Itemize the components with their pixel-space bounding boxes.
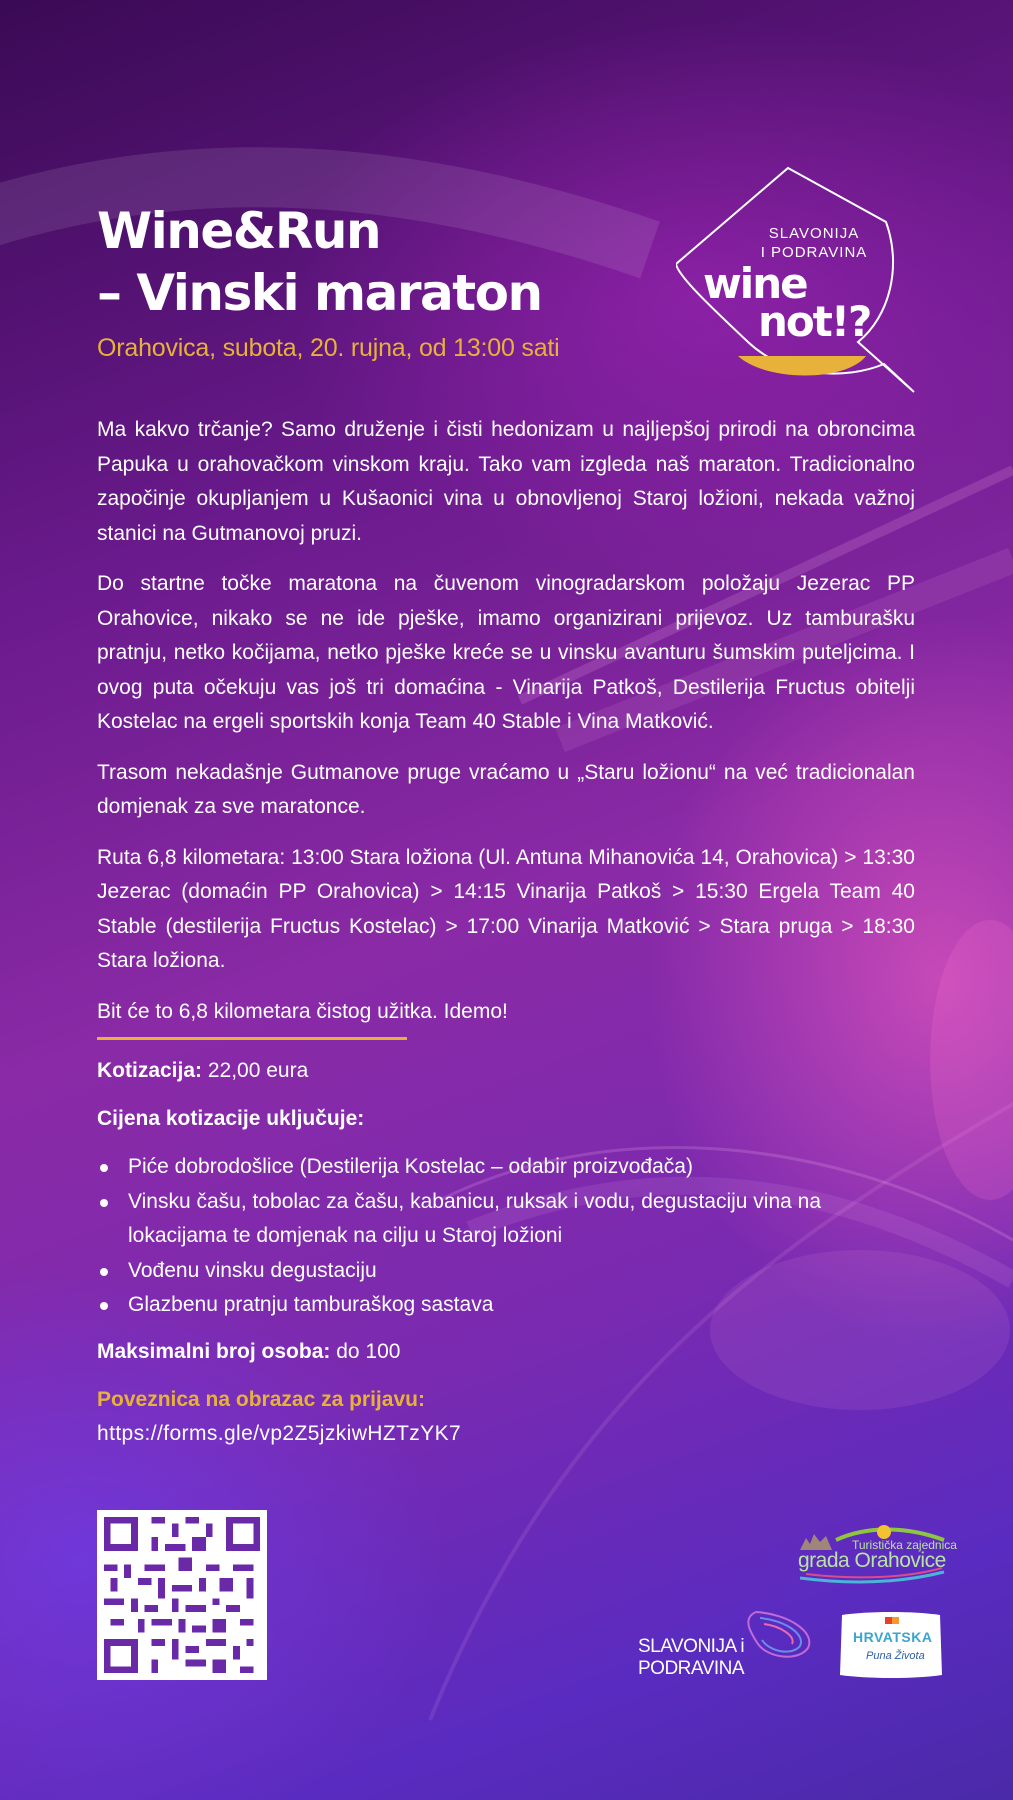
paragraph-intro: Ma kakvo trčanje? Samo druženje i čisti hedonizam u najljepšoj prirodi na obroncima Papuka u orahovačkom vinskom kraju. Tako vam izgleda naš maraton. Tradicionalno započinje okupljanjem u Kušaonici vina u obnovljenoj Staroj ložioni, nekada važnoj stanici na Gutmanovoj pruzi.: [97, 418, 915, 545]
sp-logo-line-2: PODRAVINA: [638, 1658, 745, 1679]
registration-link[interactable]: https://forms.gle/vp2Z5jzkiwHZTzYK7: [97, 1421, 462, 1445]
list-item: Glazbenu pratnju tamburaškog sastava: [97, 1288, 915, 1323]
list-item: Piće dobrodošlice (Destilerija Kostelac – odabir proizvođača): [97, 1150, 915, 1185]
badge-not-text: not!?: [758, 297, 871, 346]
paragraph-closing: Bit će to 6,8 kilometara čistog užitka. Idemo!: [97, 999, 508, 1023]
capacity-line: [97, 1335, 915, 1369]
paragraph-route: Ruta 6,8 kilometara: 13:00 Stara ložiona (Ul. Antuna Mihanovića 14, Orahovica) > 13:30 Jezerac (domaćin PP Orahovica) > 14:15 Vinarija Patkoš > 15:30 Ergela Team 40 Stable (destilerija Fructus Kostelac) > 17:00 Vinarija Matković > Stara pruga > 18:30 Stara ložiona.: [97, 845, 915, 972]
slavonija-podravina-logo-text: [638, 1636, 744, 1680]
main-content: [97, 200, 915, 1451]
registration-label: Poveznica na obrazac za prijavu:: [97, 1387, 425, 1411]
list-item: Vinsku čašu, tobolac za čašu, kabanicu, ruksak i vodu, degustaciju vina na lokacijama te domjenak na cilju u Staroj ložioni: [97, 1185, 915, 1254]
badge-region-text: SLAVONIJA I PODRAVINA: [760, 225, 868, 261]
tourist-board-label: Turistička zajednica: [852, 1538, 957, 1552]
croatia-logo-card: [838, 1609, 944, 1681]
includes-list: [97, 1150, 915, 1323]
sp-logo-line-1: SLAVONIJA i: [638, 1636, 745, 1657]
capacity-value: do 100: [330, 1339, 401, 1363]
croatia-logo-name: HRVATSKA: [853, 1629, 933, 1645]
event-subtitle: Orahovica, subota, 20. rujna, od 13:00 sati: [97, 334, 560, 362]
fee-value: 22,00 eura: [202, 1059, 309, 1082]
fee-line: [97, 1054, 915, 1088]
tourist-board-town: grada Orahovice: [798, 1549, 946, 1572]
badge-wine-text: wine: [703, 259, 807, 308]
paragraph-start-point: Do startne točke maratona na čuvenom vinogradarskom položaju Jezerac PP Orahovice, nikako se ne ide pješke, imamo organizirani prijevoz. Uz tamburašku pratnju, netko kočijama, netko pješke kreće se u vinsku avanturu šumskim puteljcima. I ovog puta očekuju vas još tri domaćina - Vinarija Patkoš, Destilerija Fructus obitelji Kostelac na ergeli sportskih konja Team 40 Stable i Vina Matković.: [97, 572, 915, 733]
list-item: Vođenu vinsku degustaciju: [97, 1254, 915, 1289]
paragraph-return: Trasom nekadašnje Gutmanove pruge vraćamo u „Staru ložionu“ na već tradicionalan domjenak za sve maratonce.: [97, 760, 915, 818]
qr-code[interactable]: [97, 1510, 267, 1680]
capacity-label: Maksimalni broj osoba:: [97, 1339, 331, 1363]
fee-label: Kotizacija:: [97, 1059, 203, 1082]
title-line-1: Wine&Run: [97, 202, 381, 260]
title-line-2: – Vinski maraton: [97, 264, 542, 322]
accent-divider: [97, 1037, 407, 1040]
includes-heading: Cijena kotizacije uključuje:: [97, 1107, 365, 1130]
page-title: [97, 200, 915, 324]
croatia-logo-slogan: Puna Života: [866, 1650, 925, 1662]
